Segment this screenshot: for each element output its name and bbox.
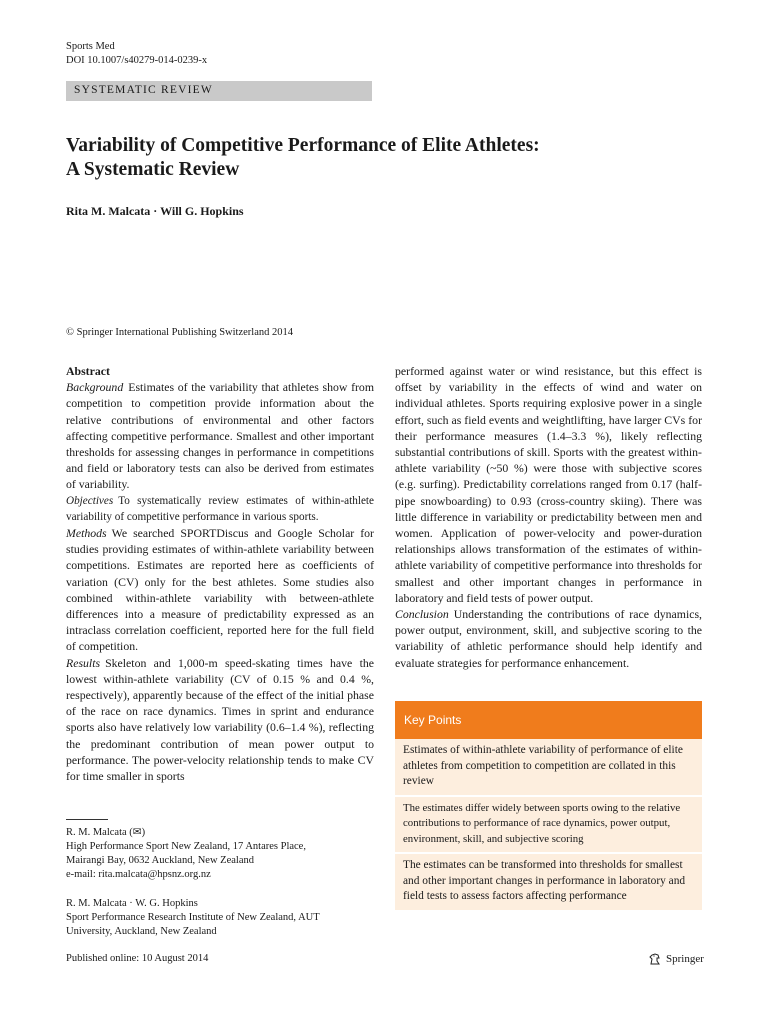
author-email: e-mail: rita.malcata@hpsnz.org.nz (66, 869, 211, 880)
publisher-logo (648, 952, 704, 966)
affiliation-line: Mairangi Bay, 0632 Auckland, New Zealand (66, 855, 254, 866)
journal-name: Sports Med (66, 41, 115, 52)
publisher-name: Springer (666, 953, 704, 965)
affiliation-line: R. M. Malcata (✉) (66, 827, 146, 838)
affiliation-line: High Performance Sport New Zealand, 17 Antares Place, (66, 841, 306, 852)
abstract-right-column (395, 363, 702, 671)
title-line-1: Variability of Competitive Performance of Elite Athletes: (66, 135, 540, 156)
title-line-2: A Systematic Review (66, 159, 240, 180)
key-point-item: Estimates of within-athlete variability of performance of elite athletes from competition to competition are collated in this review (395, 739, 702, 797)
category-label: SYSTEMATIC REVIEW (74, 84, 213, 96)
key-point-item: The estimates differ widely between sports owing to the relative contributions to performance of race dynamics, power output, environment, skill, and subjective scoring (395, 797, 702, 855)
copyright: © Springer International Publishing Switzerland 2014 (66, 327, 293, 338)
key-points-box (395, 701, 702, 912)
abstract-methods (66, 525, 374, 655)
abstract-heading: Abstract (66, 364, 110, 378)
results-text: Skeleton and 1,000-m speed-skating times have the lowest within-athlete variability (CV of 0.15 % and 0.4 %, respectively), apparently because of the effect of the initial phase of the race on race dynamics. Times in sprint and endurance sports also have relatively low variability (0.6–1.4 %), reflecting the predominant contribution of mean power output to performance. The power-velocity relationship tends to make CV for time smaller in sports (66, 655, 374, 784)
article-title (66, 134, 706, 182)
affiliation-line: Sport Performance Research Institute of New Zealand, AUT (66, 912, 320, 923)
results-label: Results (66, 655, 101, 670)
footnote-divider (66, 819, 108, 820)
conclusion-label: Conclusion (395, 607, 449, 622)
published-date: Published online: 10 August 2014 (66, 953, 209, 964)
results-continued: performed against water or wind resistance, but this effect is offset by variability in the effects of wind and water on individual athletes. Sports requiring explosive power in a single effort, such as field events and weightlifting, have larger CVs for their performance measures (1.4–3.3 %), likely reflecting substantial contributions of skill. Sports with the greatest within-athlete variability (~50 %) were those with subjective scores (e.g. surfing). Predictability correlations ranged from 0.17 (half-pipe snowboarding) to 0.93 (cross-country skiing). There was little difference in variability or predictability between men and women. Application of power-velocity and power-duration relationships allows transformation of the estimates of within-athlete variability of competitive performance into thresholds for smallest and other important changes in performance in laboratory and field tests of power output. (395, 364, 702, 605)
category-banner (66, 81, 372, 101)
background-text: Estimates of the variability that athletes show from competition to competition provide information about the relative contributions of environmental and other factors affecting competitive performance. Smallest and other important thresholds for assessing changes in performance in competitions and field or laboratory tests can also be derived from estimates of variability. (66, 380, 374, 492)
abstract-left-column (66, 363, 374, 784)
background-label: Background (66, 380, 124, 395)
key-points-heading: Key Points (395, 701, 702, 739)
conclusion-text: Understanding the contributions of race dynamics, power output, environment, skill, and subjective scoring to the variability of athletic performance should help identify and evaluate strategies for performance enhancement. (395, 607, 702, 670)
objectives-label: Objectives (66, 494, 114, 507)
methods-text: We searched SPORTDiscus and Google Scholar for studies providing estimates of within-athlete variability between competitions. Estimates are reported here as coefficients of variation (CV) only for the best athletes. Some studies also combined within-athlete variability with between-athlete differences into a measure of predictability expressed as an intraclass correlation coefficient, reported here for the full field of competition. (66, 526, 374, 654)
abstract-background (66, 379, 374, 492)
abstract-objectives (66, 493, 374, 525)
affiliation-line: R. M. Malcata · W. G. Hopkins (66, 898, 198, 909)
affiliations (66, 826, 366, 939)
journal-header (66, 40, 366, 68)
author-list: Rita M. Malcata · Will G. Hopkins (66, 204, 244, 218)
methods-label: Methods (66, 526, 107, 541)
abstract-results (66, 655, 374, 785)
springer-horse-icon (648, 952, 662, 966)
key-point-item: The estimates can be transformed into thresholds for smallest and other important changes in performance in laboratory and field tests to assess factors affecting performance (395, 854, 702, 912)
affiliation-line: University, Auckland, New Zealand (66, 926, 217, 937)
abstract-conclusion (395, 606, 702, 671)
objectives-text: To systematically review estimates of within-athlete variability of competitive performance in various sports. (66, 494, 374, 523)
doi: DOI 10.1007/s40279-014-0239-x (66, 55, 208, 66)
